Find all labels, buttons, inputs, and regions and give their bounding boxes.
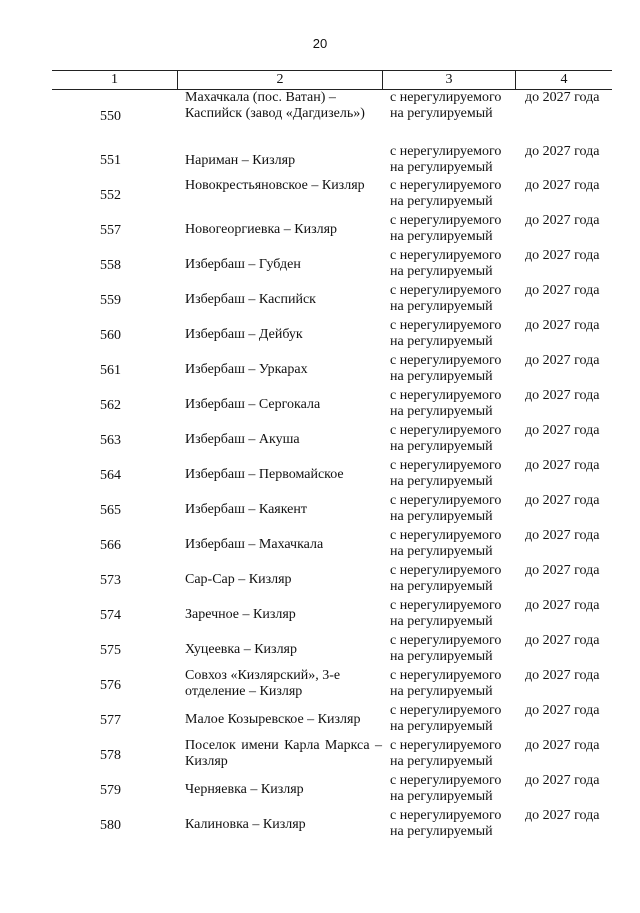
deadline: до 2027 года <box>525 144 600 159</box>
route-number: 575 <box>100 642 121 658</box>
regulation-change: с нерегулируемого на регулируемый <box>390 90 502 121</box>
table-row <box>52 563 612 598</box>
route-number: 573 <box>100 572 121 588</box>
route-number: 564 <box>100 467 121 483</box>
table-row <box>52 703 612 738</box>
route-name: Избербаш – Дейбук <box>185 327 303 342</box>
column-header-4: 4 <box>560 72 568 87</box>
column-header-1: 1 <box>111 72 118 87</box>
route-number: 551 <box>100 153 121 168</box>
route-name: Избербаш – Уркарах <box>185 362 308 377</box>
table-header-row <box>52 70 612 90</box>
route-number: 578 <box>100 747 121 763</box>
regulation-change: с нерегулируемого на регулируемый <box>390 388 502 419</box>
column-header-2: 2 <box>276 72 284 87</box>
table-row <box>52 318 612 353</box>
deadline: до 2027 года <box>525 598 600 613</box>
regulation-change: с нерегулируемого на регулируемый <box>390 633 502 664</box>
routes-table <box>52 70 612 843</box>
route-number: 574 <box>100 607 121 623</box>
deadline: до 2027 года <box>525 318 600 333</box>
table-row <box>52 248 612 283</box>
deadline: до 2027 года <box>525 773 600 788</box>
regulation-change: с нерегулируемого на регулируемый <box>390 248 502 279</box>
deadline: до 2027 года <box>525 738 600 753</box>
deadline: до 2027 года <box>525 458 600 473</box>
table-row <box>52 808 612 843</box>
table-row <box>52 668 612 703</box>
regulation-change: с нерегулируемого на регулируемый <box>390 144 502 175</box>
route-name: Поселок имени Карла Маркса – Кизляр <box>185 738 382 769</box>
route-number: 577 <box>100 712 121 728</box>
deadline: до 2027 года <box>525 668 600 683</box>
table-row <box>52 773 612 808</box>
table-row <box>52 213 612 248</box>
regulation-change: с нерегулируемого на регулируемый <box>390 458 502 489</box>
table-row <box>52 283 612 318</box>
table-row <box>52 493 612 528</box>
route-number: 563 <box>100 432 121 448</box>
regulation-change: с нерегулируемого на регулируемый <box>390 738 502 769</box>
deadline: до 2027 года <box>525 633 600 648</box>
deadline: до 2027 года <box>525 353 600 368</box>
regulation-change: с нерегулируемого на регулируемый <box>390 598 502 629</box>
deadline: до 2027 года <box>525 423 600 438</box>
column-header-3: 3 <box>445 72 453 87</box>
table-row <box>52 90 612 144</box>
route-name: Избербаш – Сергокала <box>185 397 321 412</box>
table-row <box>52 598 612 633</box>
deadline: до 2027 года <box>525 563 600 578</box>
deadline: до 2027 года <box>525 178 600 193</box>
route-number: 557 <box>100 222 121 238</box>
table-row <box>52 178 612 213</box>
route-number: 559 <box>100 292 121 308</box>
route-number: 550 <box>100 109 121 124</box>
regulation-change: с нерегулируемого на регулируемый <box>390 563 502 594</box>
route-name: Махачкала (пос. Ватан) – Каспийск (завод «Дагдизель») <box>185 90 365 121</box>
regulation-change: с нерегулируемого на регулируемый <box>390 528 502 559</box>
route-name: Избербаш – Губден <box>185 257 301 272</box>
route-name: Черняевка – Кизляр <box>185 782 304 797</box>
regulation-change: с нерегулируемого на регулируемый <box>390 213 502 244</box>
route-name: Избербаш – Первомайское <box>185 467 344 482</box>
deadline: до 2027 года <box>525 703 600 718</box>
table-row <box>52 388 612 423</box>
route-name: Избербаш – Каякент <box>185 502 307 517</box>
route-name: Совхоз «Кизлярский», 3-е отделение – Кизляр <box>185 668 341 699</box>
route-number: 561 <box>100 362 121 378</box>
regulation-change: с нерегулируемого на регулируемый <box>390 703 502 734</box>
deadline: до 2027 года <box>525 493 600 508</box>
table-row <box>52 633 612 668</box>
route-name: Новогеоргиевка – Кизляр <box>185 222 338 237</box>
route-name: Сар-Сар – Кизляр <box>185 572 292 587</box>
route-name: Избербаш – Каспийск <box>185 292 316 307</box>
route-name: Избербаш – Акуша <box>185 432 300 447</box>
table-row <box>52 423 612 458</box>
deadline: до 2027 года <box>525 388 600 403</box>
deadline: до 2027 года <box>525 248 600 263</box>
route-number: 552 <box>100 187 121 203</box>
regulation-change: с нерегулируемого на регулируемый <box>390 178 502 209</box>
route-number: 560 <box>100 327 121 343</box>
table-row <box>52 144 612 178</box>
route-name: Хуцеевка – Кизляр <box>185 642 297 657</box>
regulation-change: с нерегулируемого на регулируемый <box>390 318 502 349</box>
route-number: 579 <box>100 782 121 798</box>
regulation-change: с нерегулируемого на регулируемый <box>390 353 502 384</box>
route-number: 580 <box>100 817 121 833</box>
regulation-change: с нерегулируемого на регулируемый <box>390 493 502 524</box>
regulation-change: с нерегулируемого на регулируемый <box>390 668 502 699</box>
table-row <box>52 458 612 493</box>
table-row <box>52 353 612 388</box>
route-name: Малое Козыревское – Кизляр <box>185 712 361 727</box>
table-row <box>52 528 612 563</box>
route-name: Нариман – Кизляр <box>185 153 296 168</box>
table-row <box>52 738 612 773</box>
regulation-change: с нерегулируемого на регулируемый <box>390 808 502 839</box>
deadline: до 2027 года <box>525 808 600 823</box>
route-number: 565 <box>100 502 121 518</box>
route-name: Заречное – Кизляр <box>185 607 296 622</box>
regulation-change: с нерегулируемого на регулируемый <box>390 283 502 314</box>
route-number: 558 <box>100 257 121 273</box>
route-number: 576 <box>100 677 121 693</box>
route-name: Избербаш – Махачкала <box>185 537 324 552</box>
route-name: Новокрестьяновское – Кизляр <box>185 178 365 193</box>
deadline: до 2027 года <box>525 283 600 298</box>
route-number: 566 <box>100 537 121 553</box>
page-number: 20 <box>312 36 328 51</box>
deadline: до 2027 года <box>525 213 600 228</box>
regulation-change: с нерегулируемого на регулируемый <box>390 423 502 454</box>
route-name: Калиновка – Кизляр <box>185 817 306 832</box>
route-number: 562 <box>100 397 121 413</box>
deadline: до 2027 года <box>525 90 600 105</box>
regulation-change: с нерегулируемого на регулируемый <box>390 773 502 804</box>
deadline: до 2027 года <box>525 528 600 543</box>
